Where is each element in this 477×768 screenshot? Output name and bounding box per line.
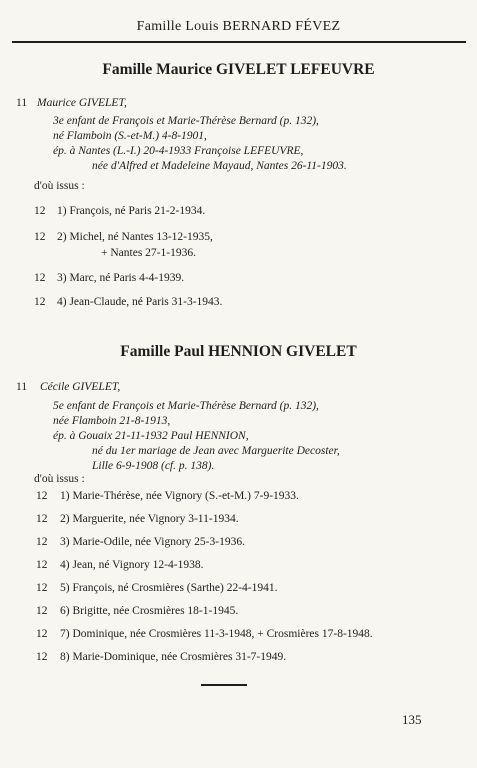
section-end-rule	[201, 684, 247, 686]
child-generation: 12	[34, 272, 46, 284]
person-detail: ép. à Nantes (L.-I.) 20-4-1933 Françoise LEFEUVRE,	[53, 145, 304, 157]
child-generation: 12	[36, 513, 48, 525]
child-entry: 4) Jean-Claude, né Paris 31-3-1943.	[57, 296, 223, 308]
child-generation: 12	[36, 559, 48, 571]
child-entry-continued: + Nantes 27-1-1936.	[101, 247, 196, 259]
person-detail: né Flamboin (S.-et-M.) 4-8-1901,	[53, 130, 207, 142]
child-generation: 12	[36, 605, 48, 617]
child-generation: 12	[36, 490, 48, 502]
child-entry: 7) Dominique, née Crosmières 11-3-1948, + Crosmières 17-8-1948.	[60, 628, 373, 640]
child-entry: 3) Marie-Odile, née Vignory 25-3-1936.	[60, 536, 245, 548]
child-generation: 12	[36, 536, 48, 548]
header-rule	[12, 41, 466, 43]
page-number: 135	[402, 712, 422, 727]
person-name: Cécile GIVELET,	[40, 381, 121, 393]
running-head: Famille Louis BERNARD FÉVEZ	[136, 19, 341, 34]
child-entry: 1) François, né Paris 21-2-1934.	[57, 205, 206, 217]
child-entry: 6) Brigitte, née Crosmières 18-1-1945.	[60, 605, 239, 617]
child-entry: 2) Michel, né Nantes 13-12-1935,	[57, 231, 213, 243]
issue-label: d'où issus :	[34, 473, 85, 485]
person-number: 11	[16, 381, 28, 393]
child-generation: 12	[34, 231, 46, 243]
person-detail: né du 1er mariage de Jean avec Marguerite Decoster,	[92, 445, 340, 457]
issue-label: d'où issus :	[34, 180, 85, 192]
person-detail: née Flamboin 21-8-1913,	[53, 415, 171, 427]
child-entry: 5) François, né Crosmières (Sarthe) 22-4-1941.	[60, 582, 278, 594]
child-generation: 12	[36, 628, 48, 640]
person-detail: 5e enfant de François et Marie-Thérèse Bernard (p. 132),	[53, 400, 319, 412]
child-entry: 2) Marguerite, née Vignory 3-11-1934.	[60, 513, 239, 525]
person-detail: Lille 6-9-1908 (cf. p. 138).	[92, 460, 215, 472]
person-detail: ép. à Gouaix 21-11-1932 Paul HENNION,	[53, 430, 249, 442]
section-title-hennion-givelet: Famille Paul HENNION GIVELET	[120, 343, 357, 360]
section-title-givelet-lefeuvre: Famille Maurice GIVELET LEFEUVRE	[102, 61, 375, 78]
child-entry: 8) Marie-Dominique, née Crosmières 31-7-1949.	[60, 651, 287, 663]
child-entry: 4) Jean, né Vignory 12-4-1938.	[60, 559, 204, 571]
child-generation: 12	[36, 582, 48, 594]
child-entry: 1) Marie-Thérèse, née Vignory (S.-et-M.) 7-9-1933.	[60, 490, 299, 502]
child-generation: 12	[36, 651, 48, 663]
person-number: 11	[16, 97, 28, 109]
child-entry: 3) Marc, né Paris 4-4-1939.	[57, 272, 185, 284]
person-detail: 3e enfant de François et Marie-Thérèse Bernard (p. 132),	[53, 115, 319, 127]
person-name: Maurice GIVELET,	[37, 97, 127, 109]
child-generation: 12	[34, 296, 46, 308]
person-detail: née d'Alfred et Madeleine Mayaud, Nantes 26-11-1903.	[92, 160, 347, 172]
child-generation: 12	[34, 205, 46, 217]
